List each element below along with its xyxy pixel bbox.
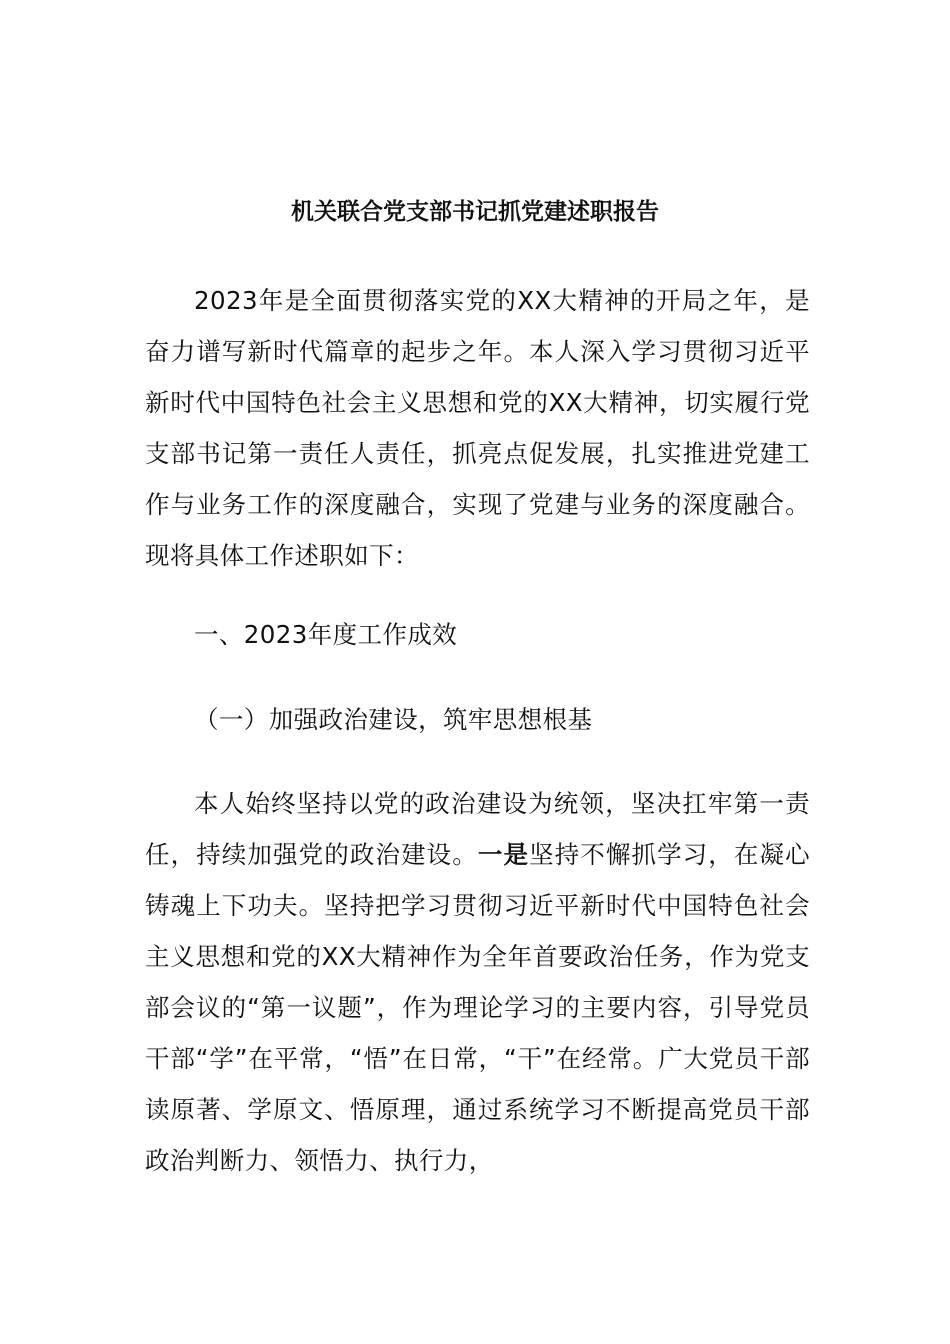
intro-paragraph: 2023年是全面贯彻落实党的XX大精神的开局之年，是奋力谱写新时代篇章的起步之年。本人深入学习贯彻习近平新时代中国特色社会主义思想和党的XX大精神，切实履行党支部书记第一责任人责任，抓亮点促发展，扎实推进党建工作与业务工作的深度融合，实现了党建与业务的深度融合。现将具体工作述职如下： (145, 286, 810, 570)
body-paragraph-bold-marker: 一是 (477, 840, 530, 869)
body-paragraph-part2: 坚持不懈抓学习，在凝心铸魂上下功夫。坚持把学习贯彻习近平新时代中国特色社会主义思想和党的XX大精神作为全年首要政治任务，作为党支部会议的“第一议题”，作为理论学习的主要内容，引导党员干部“学”在平常，“悟”在日常，“干”在经常。广大党员干部读原著、学原文、悟原理，通过系统学习不断提高党员干部政治判断力、领悟力、执行力， (145, 840, 810, 1175)
document-title: 机关联合党支部书记抓党建述职报告 (291, 199, 659, 225)
section-heading: 一、2023年度工作成效 (194, 620, 458, 649)
body-paragraph-part1: 本人始终坚持以党的政治建设为统领，坚决扛牢第一责任，持续加强党的政治建设。 (145, 789, 810, 869)
subsection-heading: （一）加强政治建设，筑牢思想根基 (194, 705, 593, 734)
body-paragraph (145, 778, 810, 1186)
